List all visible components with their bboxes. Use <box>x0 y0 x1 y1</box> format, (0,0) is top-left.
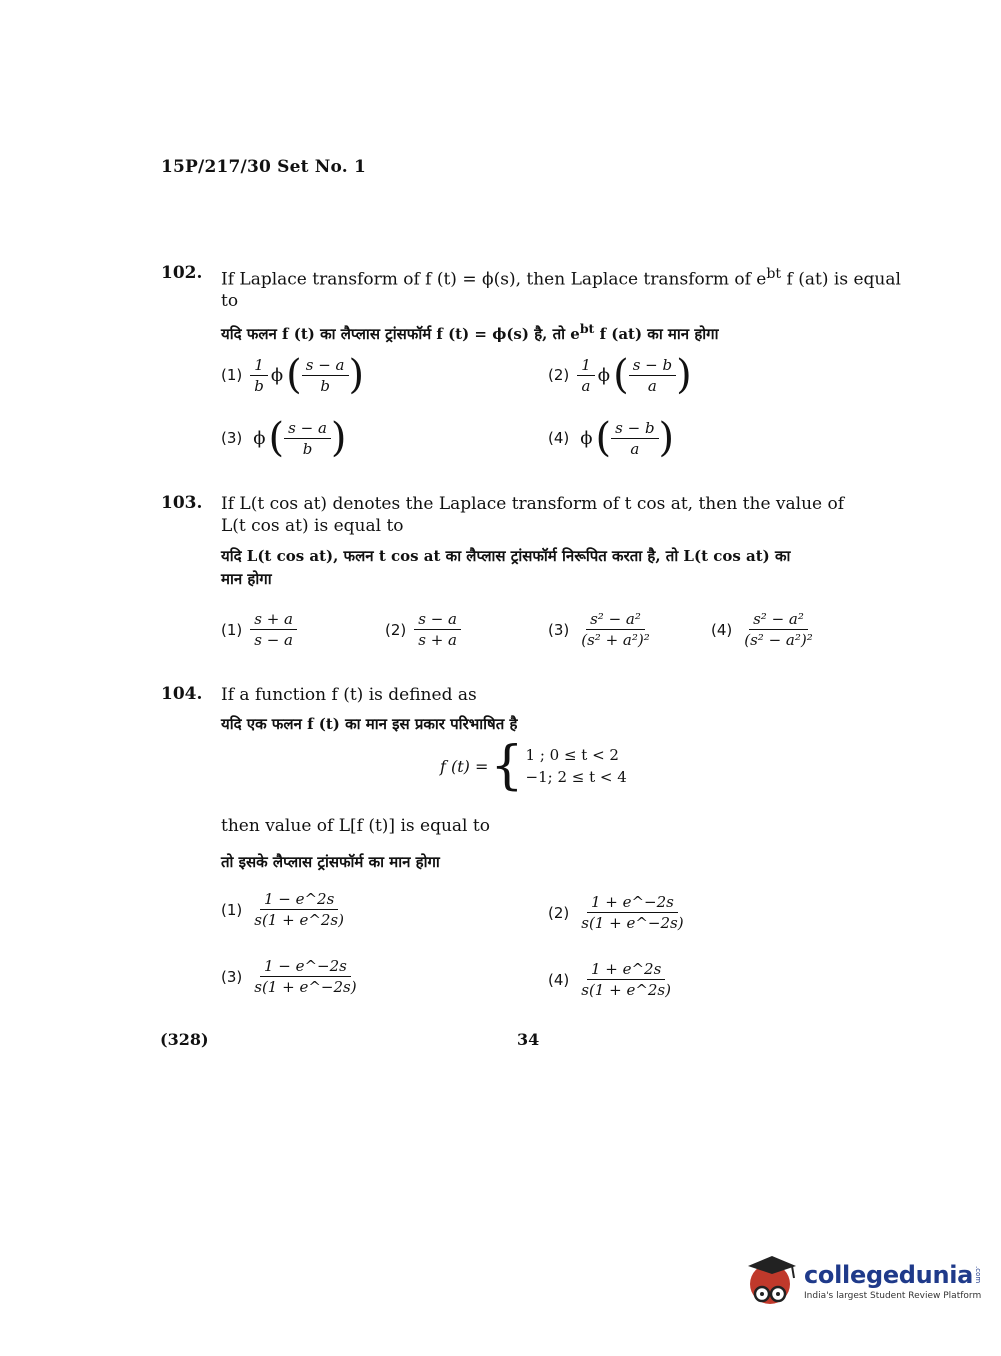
question-102-text-hi <box>221 318 719 345</box>
option-label: (3) <box>548 620 570 639</box>
phi-symbol: ϕ <box>597 364 611 386</box>
q103-option-4[interactable] <box>711 610 817 649</box>
question-102-text-en-line2: to <box>221 291 239 311</box>
option-label: (2) <box>385 620 407 639</box>
option-label: (2) <box>548 903 570 922</box>
frac-num: s − a <box>302 356 349 376</box>
option-fraction <box>250 890 348 929</box>
paper-code: 15P/217/30 Set No. 1 <box>161 157 367 177</box>
q104-option-1[interactable] <box>221 890 348 929</box>
q104-option-2[interactable] <box>548 893 688 932</box>
option-label: (1) <box>221 620 243 639</box>
frac-den: b <box>320 376 330 395</box>
option-label: (2) <box>548 366 570 384</box>
footer-code: (328) <box>160 1030 209 1049</box>
frac-num: 1 <box>577 356 595 376</box>
frac-den: (s² + a²)² <box>581 631 650 649</box>
option-fraction <box>577 960 675 999</box>
arg-fraction <box>284 419 331 458</box>
frac-den: b <box>302 439 313 458</box>
question-103-text-hi-line1: यदि L(t cos at), फलन t cos at का लैप्लास ट्रांसफॉर्म निरूपित करता है, तो L(t cos at) का <box>221 547 791 565</box>
phi-symbol: ϕ <box>253 427 266 449</box>
q102-hi-part1: यदि फलन f (t) का लैप्लास ट्रांसफॉर्म f (t) = ϕ(s) है, तो e <box>221 325 580 343</box>
question-104-then-en: then value of L[f (t)] is equal to <box>221 816 490 836</box>
question-104-then-hi: तो इसके लैप्लास ट्रांसफॉर्म का मान होगा <box>221 853 440 871</box>
q104-option-4[interactable] <box>548 960 675 999</box>
mascot-icon <box>742 1252 798 1310</box>
option-fraction <box>414 610 461 649</box>
frac-num: s − b <box>611 419 658 439</box>
question-number-102: 102. <box>161 263 203 283</box>
q102-en-sup: bt <box>766 266 782 282</box>
frac-den: a <box>647 376 657 395</box>
frac-num: 1 + e^2s <box>587 960 665 980</box>
frac-den: s(1 + e^−2s) <box>581 914 684 932</box>
option-fraction <box>577 610 654 649</box>
q102-option-2[interactable]: (2) $\frac{1}{a}$ ϕ ( $\frac{s - b}{a}$ ) <box>548 352 692 398</box>
frac-num: s − a <box>414 610 461 630</box>
option-label: (3) <box>221 429 243 447</box>
q103-option-3[interactable] <box>548 610 654 649</box>
piecewise-definition <box>440 736 627 796</box>
frac-den: s(1 + e^−2s) <box>254 978 357 996</box>
question-104-text-en: If a function f (t) is defined as <box>221 685 477 705</box>
option-fraction <box>740 610 817 649</box>
piece-list <box>526 744 627 788</box>
arg-fraction <box>629 356 676 395</box>
q102-option-3[interactable]: (3) ϕ ( $\frac{s - a}{b}$ ) <box>221 415 347 461</box>
definition-lhs: f (t) = <box>440 756 489 776</box>
phi-symbol: ϕ <box>580 427 593 449</box>
frac-num: s² − a² <box>749 610 808 630</box>
piece-2: −1; 2 ≤ t < 4 <box>525 768 627 786</box>
option-fraction <box>250 957 360 996</box>
frac-den: s(1 + e^2s) <box>581 981 671 999</box>
question-103-text-en-line2: L(t cos at) is equal to <box>221 516 404 536</box>
q102-en-part2: f (at) is equal <box>786 269 901 290</box>
option-label: (3) <box>221 967 243 986</box>
q102-option-4[interactable]: (4) ϕ ( $\frac{s - b}{a}$ ) <box>548 415 675 461</box>
frac-num: s − b <box>629 356 676 376</box>
option-label: (4) <box>548 429 570 447</box>
question-number-104: 104. <box>161 684 203 704</box>
frac-den: s − a <box>254 631 293 649</box>
frac-num: 1 − e^−2s <box>260 957 351 977</box>
left-brace: { <box>490 736 524 796</box>
frac-num: s² − a² <box>586 610 645 630</box>
frac-den: a <box>581 376 591 395</box>
phi-symbol: ϕ <box>270 364 284 386</box>
option-fraction <box>577 893 687 932</box>
frac-num: s − a <box>284 419 331 439</box>
brand-tld: .com <box>974 1265 983 1283</box>
arg-fraction <box>302 356 349 395</box>
coef-fraction <box>250 356 268 395</box>
q103-option-2[interactable] <box>385 610 461 649</box>
frac-den: (s² − a²)² <box>744 631 813 649</box>
brand-tagline: India's largest Student Review Platform <box>804 1291 982 1301</box>
arg-fraction <box>611 419 658 458</box>
question-number-103: 103. <box>161 493 203 513</box>
q103-option-1[interactable] <box>221 610 297 649</box>
frac-den: a <box>630 439 640 458</box>
q102-en-part1: If Laplace transform of f (t) = ϕ(s), then Laplace transform of e <box>221 269 767 290</box>
question-102-text-en <box>221 263 901 291</box>
q104-option-3[interactable] <box>221 957 361 996</box>
piece-1: 1 ; 0 ≤ t < 2 <box>525 746 619 764</box>
frac-num: 1 − e^2s <box>260 890 338 910</box>
page-number: 34 <box>517 1030 540 1049</box>
frac-den: s + a <box>418 631 457 649</box>
brand-name: collegedunia <box>804 1261 974 1289</box>
q102-option-1[interactable]: (1) $\frac{1}{b}$ ϕ ( $\frac{s - a}{b}$ ) <box>221 352 365 398</box>
option-label: (4) <box>548 970 570 989</box>
question-103-text-en-line1: If L(t cos at) denotes the Laplace transform of t cos at, then the value of <box>221 494 845 514</box>
q102-hi-part2: f (at) का मान होगा <box>599 325 719 343</box>
frac-num: 1 <box>250 356 268 376</box>
q102-hi-sup: bt <box>579 321 595 336</box>
question-103-text-hi-line2: मान होगा <box>221 570 272 588</box>
frac-num: s + a <box>250 610 297 630</box>
option-label: (1) <box>221 900 243 919</box>
option-fraction <box>250 610 297 649</box>
collegedunia-logo[interactable] <box>742 1252 982 1310</box>
question-104-text-hi: यदि एक फलन f (t) का मान इस प्रकार परिभाषित है <box>221 715 518 733</box>
frac-den: s(1 + e^2s) <box>254 911 344 929</box>
option-label: (1) <box>221 366 243 384</box>
option-label: (4) <box>711 620 733 639</box>
coef-fraction <box>577 356 595 395</box>
frac-den: b <box>254 376 264 395</box>
frac-num: 1 + e^−2s <box>587 893 678 913</box>
